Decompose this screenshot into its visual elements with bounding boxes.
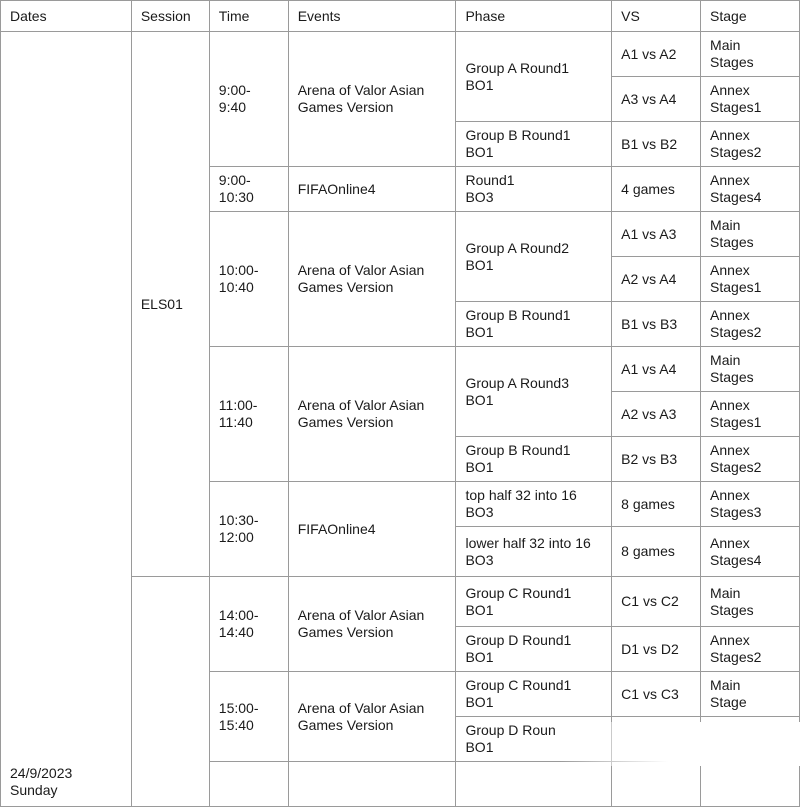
cell-line: FIFAOnline4	[297, 520, 376, 537]
cell-line: Group C Round1	[465, 584, 572, 601]
phase-cell	[456, 577, 612, 627]
phase-cell	[456, 437, 612, 482]
header-dates: Dates	[1, 1, 132, 32]
cell-line: 10:30	[218, 189, 254, 205]
cell-line: Main	[710, 584, 741, 601]
table-header	[1, 1, 800, 32]
time-cell	[209, 32, 288, 167]
time-cell	[209, 577, 288, 672]
stage-cell	[701, 437, 800, 482]
cell-line: Arena of Valor Asian	[297, 397, 425, 413]
cell-line: Arena of Valor Asian	[297, 607, 425, 623]
cell-line: BO1	[465, 694, 494, 710]
stage-cell	[701, 672, 800, 717]
cell-line: BO1	[465, 144, 494, 160]
time-cell	[209, 347, 288, 482]
cell-line: BO1	[465, 256, 494, 273]
phase-cell	[456, 32, 612, 122]
cell-line: 9:40	[218, 99, 247, 115]
vs-cell: 8 games	[612, 482, 701, 527]
cell-line: Arena of Valor Asian	[297, 82, 425, 98]
cell-line: Annex	[710, 262, 750, 278]
phase-cell	[456, 672, 612, 717]
stage-cell	[701, 212, 800, 257]
phase-cell	[456, 527, 612, 577]
cell-line: BO1	[465, 649, 494, 665]
cell-line: Group C Round1	[465, 677, 572, 693]
cell-line: Main	[710, 37, 741, 53]
cell-line: Stages1	[710, 414, 762, 430]
vs-cell: B1 vs B3	[612, 302, 701, 347]
cell-line: Arena of Valor Asian	[297, 699, 425, 716]
phase-cell	[456, 717, 612, 762]
vs-cell: A1 vs A2	[612, 32, 701, 77]
vs-cell: A3 vs A4	[612, 77, 701, 122]
cell-line: BO1	[465, 391, 494, 408]
cell-line: Annex	[710, 82, 750, 98]
vs-cell: B2 vs B3	[612, 437, 701, 482]
cell-line: 9:00-	[218, 82, 251, 98]
cell-line: Stages2	[710, 144, 762, 160]
stage-cell	[701, 32, 800, 77]
time-cell	[209, 672, 288, 762]
cell-line: 15:00-	[218, 699, 259, 716]
cell-line: Stages1	[710, 99, 762, 115]
phase-cell	[456, 167, 612, 212]
weekday-value: Sunday	[10, 782, 58, 798]
header-session: Session	[131, 1, 209, 32]
phase-cell	[456, 302, 612, 347]
cell-line: Group B Round1	[465, 442, 571, 458]
vs-cell: B1 vs B2	[612, 122, 701, 167]
vs-cell	[612, 717, 701, 762]
stage-cell	[701, 627, 800, 672]
cell-line: BO1	[465, 739, 494, 755]
event-cell	[288, 167, 456, 212]
phase-cell	[456, 482, 612, 527]
vs-cell: A2 vs A3	[612, 392, 701, 437]
vs-cell: C1 vs C2	[612, 577, 701, 627]
cell-line: 12:00	[218, 529, 254, 545]
session-cell: ELS01	[131, 32, 209, 577]
cell-line: Stages2	[710, 324, 762, 340]
cell-line: 9:00-	[218, 172, 251, 188]
stage-cell	[701, 167, 800, 212]
event-cell	[288, 577, 456, 672]
empty-cell	[288, 762, 456, 807]
cell-line: Stages	[710, 54, 754, 70]
header-row	[1, 1, 800, 32]
cell-line: Stage	[710, 694, 747, 710]
cell-line: BO1	[465, 601, 494, 618]
cell-line: 11:00-	[218, 397, 258, 413]
cell-line: Main	[710, 217, 741, 233]
cell-line: Group B Round1	[465, 307, 571, 323]
empty-cell	[456, 762, 612, 807]
cell-line: Group A Round3	[465, 374, 569, 391]
cell-line: Group A Round1	[465, 59, 569, 76]
stage-cell	[701, 77, 800, 122]
cell-line: Round1	[465, 172, 515, 188]
time-cell	[209, 167, 288, 212]
cell-line: Main	[710, 677, 741, 693]
event-cell	[288, 347, 456, 482]
cell-line: Stages	[710, 601, 754, 618]
vs-cell: D1 vs D2	[612, 627, 701, 672]
date-value: 24/9/2023	[10, 765, 73, 781]
empty-cell	[612, 762, 701, 807]
cell-line: BO1	[465, 324, 494, 340]
event-cell	[288, 672, 456, 762]
vs-cell: 8 games	[612, 527, 701, 577]
stage-cell	[701, 347, 800, 392]
session-cell	[131, 577, 209, 807]
header-phase: Phase	[456, 1, 612, 32]
cell-line: Stages4	[710, 189, 762, 205]
cell-line: Annex	[710, 397, 750, 413]
cell-line: Group B Round1	[465, 127, 571, 143]
cell-line: Stages2	[710, 649, 762, 665]
empty-cell	[209, 762, 288, 807]
cell-line: 15:40	[218, 716, 254, 733]
cell-line: Annex	[710, 172, 750, 188]
stage-cell	[701, 527, 800, 577]
cell-line: Annex	[710, 307, 750, 323]
cell-line: BO3	[465, 504, 494, 520]
cell-line: Stages	[710, 234, 754, 250]
cell-line: Stages1	[710, 279, 762, 295]
cell-line: Games Version	[297, 716, 394, 733]
cell-line: 10:00-	[218, 262, 259, 278]
time-cell	[209, 212, 288, 347]
cell-line: Games Version	[297, 414, 394, 430]
cell-line: Group A Round2	[465, 239, 569, 256]
cell-line: 10:30-	[218, 512, 259, 528]
empty-cell	[701, 762, 800, 807]
cell-line: top half 32 into 16	[465, 487, 577, 503]
event-cell	[288, 482, 456, 577]
cell-line: BO3	[465, 189, 494, 205]
table-row	[1, 32, 800, 77]
cell-line: Stages4	[710, 551, 762, 568]
cell-line: Games Version	[297, 624, 394, 640]
header-vs: VS	[612, 1, 701, 32]
cell-line: Stages3	[710, 504, 762, 520]
header-stage: Stage	[701, 1, 800, 32]
cell-line: BO1	[465, 76, 494, 93]
cell-line: BO1	[465, 459, 494, 475]
cell-line: Arena of Valor Asian	[297, 262, 425, 278]
vs-cell: C1 vs C3	[612, 672, 701, 717]
stage-cell	[701, 122, 800, 167]
cell-line: Annex	[710, 632, 750, 648]
header-time: Time	[209, 1, 288, 32]
cell-line: Stages	[710, 369, 754, 385]
cell-line: Annex	[710, 487, 750, 503]
date-cell	[1, 32, 132, 807]
stage-cell	[701, 577, 800, 627]
vs-cell: A2 vs A4	[612, 257, 701, 302]
vs-cell: 4 games	[612, 167, 701, 212]
stage-cell	[701, 392, 800, 437]
cell-line: Annex	[710, 127, 750, 143]
stage-cell	[701, 257, 800, 302]
cell-line: 11:40	[218, 414, 253, 430]
cell-line: FIFAOnline4	[297, 180, 376, 197]
cell-line: Group D Round1	[465, 632, 572, 648]
cell-line: lower half 32 into 16	[465, 534, 591, 551]
phase-cell	[456, 212, 612, 302]
header-events: Events	[288, 1, 456, 32]
phase-cell	[456, 627, 612, 672]
phase-cell	[456, 347, 612, 437]
cell-line: 14:40	[218, 624, 254, 640]
cell-line: BO3	[465, 551, 494, 568]
cell-line: 14:00-	[218, 607, 259, 623]
event-cell	[288, 32, 456, 167]
table-body	[1, 32, 800, 807]
stage-cell	[701, 302, 800, 347]
cell-line: Games Version	[297, 99, 394, 115]
phase-cell	[456, 122, 612, 167]
cell-line: Games Version	[297, 279, 394, 295]
event-cell	[288, 212, 456, 347]
vs-cell: A1 vs A4	[612, 347, 701, 392]
stage-cell	[701, 717, 800, 762]
time-cell	[209, 482, 288, 577]
cell-line: Main	[710, 352, 741, 368]
cell-line: 10:40	[218, 279, 254, 295]
cell-line: Group D Roun	[465, 722, 556, 738]
cell-line: Annex	[710, 442, 750, 458]
cell-line: Annex	[710, 534, 750, 551]
cell-line: Stages2	[710, 459, 762, 475]
vs-cell: A1 vs A3	[612, 212, 701, 257]
stage-cell	[701, 482, 800, 527]
